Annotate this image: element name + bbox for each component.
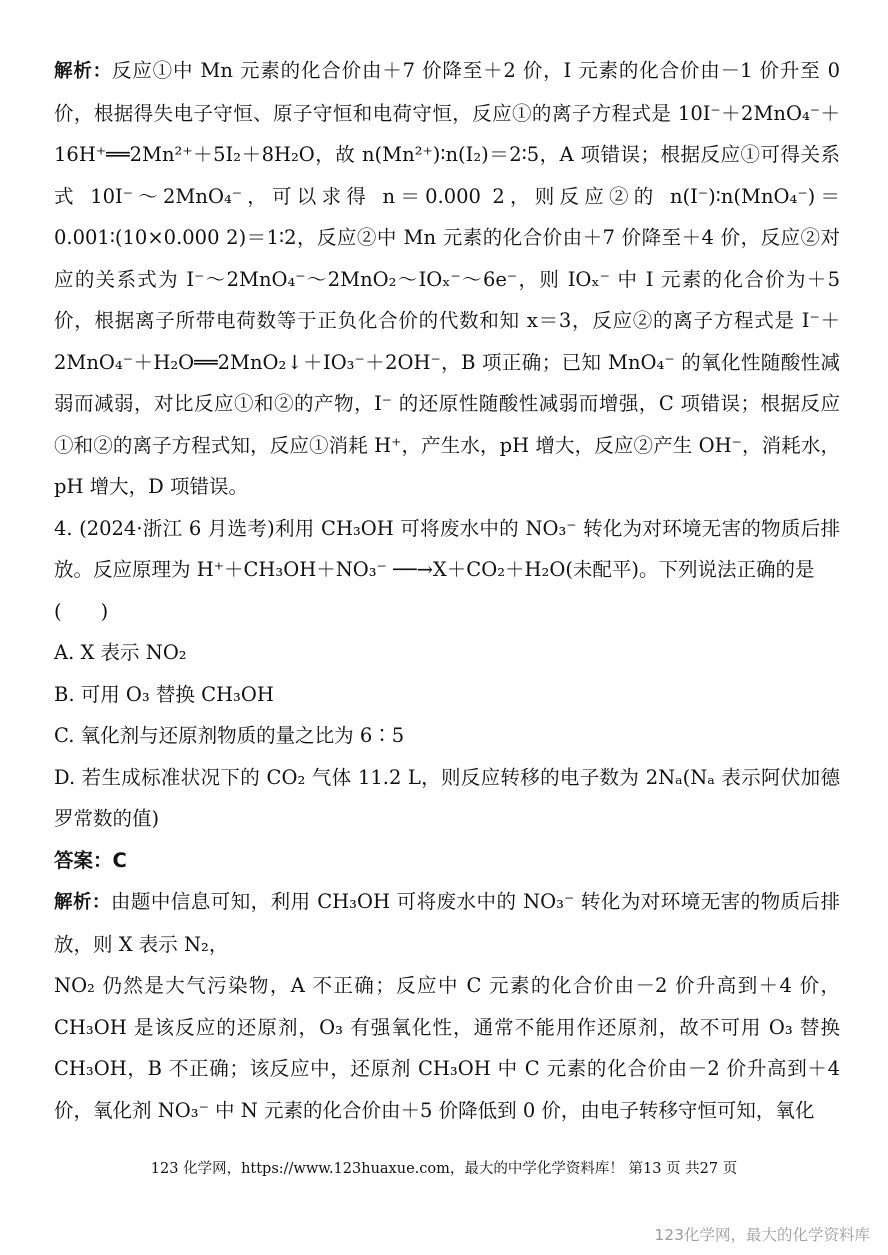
site-watermark: 123化学网，最大的化学资料库 — [654, 1226, 870, 1244]
option-a: A. X 表示 NO₂ — [54, 641, 187, 664]
question-4-blank: ( ) — [54, 599, 109, 623]
option-c: C. 氧化剂与还原剂物质的量之比为 6∶5 — [54, 724, 405, 747]
analysis-1 — [54, 50, 840, 508]
answer-label: 答案： — [54, 848, 113, 872]
analysis-1-text: 反应①中 Mn 元素的化合价由＋7 价降至＋2 价，I 元素的化合价由－1 价升至 0 价，根据得失电子守恒、原子守恒和电荷守恒，反应①的离子方程式是 10I⁻＋2MnO₄⁻＋16H⁺══2Mn²⁺＋5I₂＋8H₂O，故 n(Mn²⁺)∶n(I₂)＝2∶5，A 项错误；根据反应①可得关系式 10I⁻～2MnO₄⁻，可以求得 n＝0.000 2，则反应②的 n(I⁻)∶n(MnO₄⁻)＝0.001∶(10×0.000 2)＝1∶2，反应②中 Mn 元素的化合价由＋7 价降至＋4 价，反应②对应的关系式为 I⁻～2MnO₄⁻～2MnO₂～IOₓ⁻～6e⁻，则 IOₓ⁻ 中 I 元素的化合价为＋5 价，根据离子所带电荷数等于正负化合价的代数和知 x＝3，反应②的离子方程式是 I⁻＋2MnO₄⁻＋H₂O══2MnO₂↓＋IO₃⁻＋2OH⁻，B 项正确；已知 MnO₄⁻ 的氧化性随酸性减弱而减弱，对比反应①和②的产物，I⁻ 的还原性随酸性减弱而增强，C 项错误；根据反应①和②的离子方程式知，反应①消耗 H⁺，产生水，pH 增大，反应②产生 OH⁻，消耗水，pH 增大，D 项错误。 — [54, 59, 840, 498]
question-4-stem: 4. (2024·浙江 6 月选考)利用 CH₃OH 可将废水中的 NO₃⁻ 转化为对环境无害的物质后排放。反应原理为 H⁺＋CH₃OH＋NO₃⁻ ──→X＋CO₂＋H₂O(未配平)。下列说法正确的是 — [54, 516, 840, 581]
answer-line — [54, 840, 840, 882]
option-b: B. 可用 O₃ 替换 CH₃OH — [54, 682, 274, 706]
option-d: D. 若生成标准状况下的 CO₂ 气体 11.2 L，则反应转移的电子数为 2Nₐ(Nₐ 表示阿伏加德罗常数的值) — [54, 765, 840, 830]
analysis-2-line1: 由题中信息可知，利用 CH₃OH 可将废水中的 NO₃⁻ 转化为对环境无害的物质后排放，则 X 表示 N₂， — [54, 890, 840, 956]
document-page — [54, 50, 840, 1131]
page-footer: 123 化学网，https://www.123huaxue.com，最大的中学化学资料库！ 第13 页 共27 页 — [150, 1161, 738, 1177]
analysis-2-body: NO₂ 仍然是大气污染物，A 不正确；反应中 C 元素的化合价由－2 价升高到＋4 价，CH₃OH 是该反应的还原剂，O₃ 有强氧化性，通常不能用作还原剂，故不可用 O₃ 替换 CH₃OH，B 不正确；该反应中，还原剂 CH₃OH 中 C 元素的化合价由－2 价升高到＋4 价，氧化剂 NO₃⁻ 中 N 元素的化合价由＋5 价降低到 0 价，由电子转移守恒可知，氧化 — [54, 974, 840, 1122]
answer-value: C — [112, 848, 127, 872]
analysis-2-intro — [54, 881, 840, 965]
analysis-2-label: 解析： — [54, 892, 111, 913]
analysis-1-label: 解析： — [54, 61, 113, 82]
